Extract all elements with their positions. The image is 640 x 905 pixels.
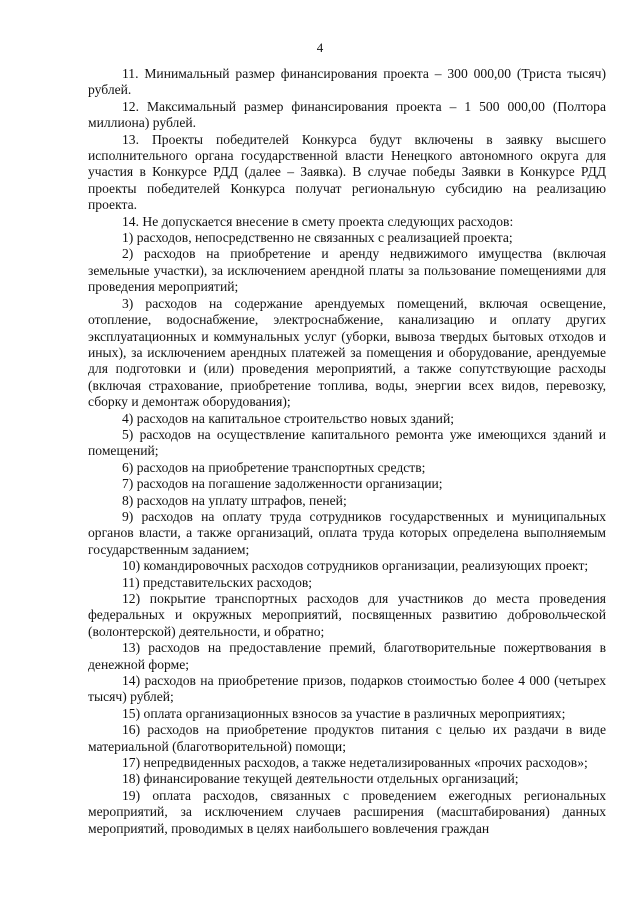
list-item: 14) расходов на приобретение призов, подарков стоимостью более 4 000 (четырех тысяч) рублей; (88, 673, 606, 705)
list-item: 2) расходов на приобретение и аренду недвижимого имущества (включая земельные участки), за исключением арендной платы за пользование помещениями для проведения мероприятий; (88, 246, 606, 295)
list-item: 8) расходов на уплату штрафов, пеней; (122, 492, 347, 508)
list-item: 10) командировочных расходов сотрудников организации, реализующих проект; (122, 558, 589, 574)
document-body (88, 66, 606, 837)
list-item: 7) расходов на погашение задолженности организации; (122, 476, 443, 492)
list-item: 4) расходов на капитальное строительство новых зданий; (122, 410, 454, 426)
paragraph: 14. Не допускается внесение в смету проекта следующих расходов: (122, 213, 514, 229)
list-item: 11) представительских расходов; (122, 574, 313, 590)
paragraph: 12. Максимальный размер финансирования проекта – 1 500 000,00 (Полтора миллиона) рублей. (88, 98, 606, 131)
paragraph: 11. Минимальный размер финансирования проекта – 300 000,00 (Триста тысяч) рублей. (88, 66, 606, 98)
list-item: 18) финансирование текущей деятельности отдельных организаций; (122, 771, 519, 787)
list-item: 13) расходов на предоставление премий, благотворительные пожертвования в денежной форме; (88, 640, 606, 672)
list-item: 3) расходов на содержание арендуемых помещений, включая освещение, отопление, водоснабжение, электроснабжение, канализацию и оплату других эксплуатационных и коммунальных услуг (уборки, вывоза твердых бытовых отходов и иных), за исключением арендных платежей за помещения и оборудование, арендуемые для подготовки и (или) проведения мероприятий, а также сопутствующие расходы (включая страхование, приобретение топлива, воды, энергии всех видов, перевозку, сборку и демонтаж оборудования); (88, 295, 606, 410)
list-item: 16) расходов на приобретение продуктов питания с целью их раздачи в виде материальной (благотворительной) помощи; (88, 722, 606, 754)
list-item: 6) расходов на приобретение транспортных средств; (122, 459, 426, 475)
list-item: 5) расходов на осуществление капитального ремонта уже имеющихся зданий и помещений; (88, 426, 606, 459)
list-item: 12) покрытие транспортных расходов для участников до места проведения федеральных и окружных мероприятий, посвященных развитию добровольческой (волонтерской) деятельности, и обратно; (88, 591, 606, 639)
list-item: 19) оплата расходов, связанных с проведением ежегодных региональных мероприятий, за исключением случаев расширения (масштабирования) данных мероприятий, проводимых в целях наибольшего вовлечения граждан (88, 787, 606, 836)
paragraph: 13. Проекты победителей Конкурса будут включены в заявку высшего исполнительного органа государственной власти Ненецкого автономного округа для участия в Конкурсе РДД (далее – Заявка). В случае победы Заявки в Конкурсе РДД проекты победителей Конкурса получат региональную субсидию на реализацию проекта. (88, 131, 606, 213)
list-item: 15) оплата организационных взносов за участие в различных мероприятиях; (122, 705, 566, 721)
list-item: 9) расходов на оплату труда сотрудников государственных и муниципальных органов власти, а также организаций, оплата труда которых определена выполняемым государственным заданием; (88, 508, 606, 557)
list-item: 17) непредвиденных расходов, а также недетализированных «прочих расходов»; (122, 755, 588, 771)
list-item: 1) расходов, непосредственно не связанных с реализацией проекта; (122, 230, 513, 246)
page-number: 4 (316, 40, 324, 55)
